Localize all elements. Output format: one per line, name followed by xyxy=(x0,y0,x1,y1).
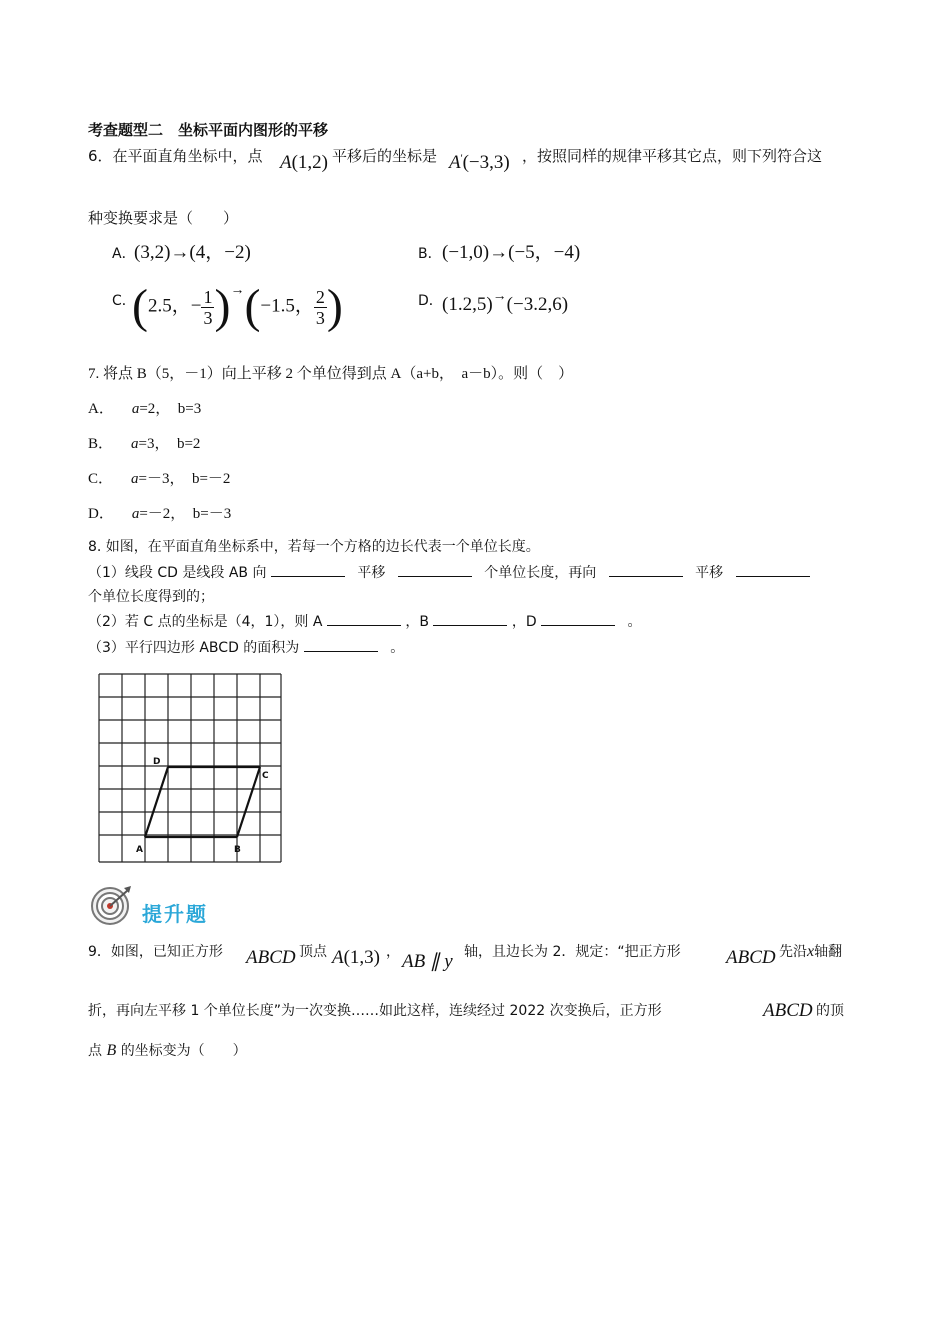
q6-number: 6． xyxy=(88,147,113,165)
q8-blank-b-coord[interactable] xyxy=(433,613,507,626)
q9-stem-part3: 轴，且边长为 2．规定：“把正方形 xyxy=(464,944,681,960)
q8-part1-cont: 个单位长度得到的； xyxy=(88,589,214,605)
label-a: A xyxy=(136,845,143,855)
q8-blank-area[interactable] xyxy=(304,639,378,652)
q9-stem-part2: 顶点 xyxy=(299,944,327,960)
q9-math-abcd-1: ABCD xyxy=(246,947,296,968)
q8-blank-direction-2[interactable] xyxy=(609,564,683,577)
boost-title: 提升题 xyxy=(142,902,208,926)
q6-option-a: (3,2)→(4，−2) xyxy=(134,242,251,263)
q8-blank-units-1[interactable] xyxy=(398,564,472,577)
q8-part2: （2）若 C 点的坐标是（4，1），则 A ，B ，D 。 xyxy=(88,614,642,630)
q7-stem: 7. 将点 B（5，－1）向上平移 2 个单位得到点 A（a+b， a－b）。则（ ） xyxy=(88,366,574,382)
label-d: D xyxy=(153,757,161,767)
q9-comma: ， xyxy=(386,944,400,960)
q6-option-b-label: B． xyxy=(418,246,442,262)
section-title: 考查题型二 坐标平面内图形的平移 xyxy=(88,121,329,139)
q8-grid-figure xyxy=(96,671,286,867)
parallelogram-abcd xyxy=(145,767,260,837)
q6-option-b: (−1,0)→(−5，−4) xyxy=(442,242,581,263)
q9-stem-part4: 先沿x轴翻 xyxy=(779,943,843,960)
q9-math-point-a: A(1,3) xyxy=(332,947,381,968)
q6-point-a-prime: A'(−3,3) xyxy=(449,152,510,173)
q6-option-c: (2.5，− $\frac{1}{3}$ )→(−1.5， $\frac{2}{3}$ ) xyxy=(132,280,343,333)
q9-math-parallel: AB ∥ y xyxy=(402,951,453,972)
q6-stem-part2: 平移后的坐标是 xyxy=(332,147,438,165)
q6-stem-line2: 种变换要求是（ ） xyxy=(88,209,239,227)
q6-stem-line1: 6．在平面直角坐标中，点 xyxy=(88,147,263,165)
q8-part1: （1）线段 CD 是线段 AB 向 平移 个单位长度，再向 平移 xyxy=(88,562,810,582)
q9-stem-part1: 9．如图，已知正方形 xyxy=(88,944,223,960)
target-icon xyxy=(90,884,134,928)
q6-option-c-label: C． xyxy=(112,293,136,309)
q8-blank-a-coord[interactable] xyxy=(327,613,401,626)
q7-option-c: C． a=－3， b=－2 xyxy=(88,471,231,487)
q6-stem-part3: ，按照同样的规律平移其它点，则下列符合这 xyxy=(522,147,823,165)
q9-stem-line3: 点 B 的坐标变为（ ） xyxy=(88,1042,247,1059)
q6-option-a-label: A． xyxy=(112,246,136,262)
q6-point-a: A(1,2) xyxy=(280,152,329,173)
q9-math-abcd-3: ABCD xyxy=(763,1000,813,1021)
q8-part3: （3）平行四边形 ABCD 的面积为 。 xyxy=(88,640,405,656)
q7-option-a: A． a=2， b=3 xyxy=(88,401,202,417)
q6-option-d-label: D． xyxy=(418,293,443,309)
q8-stem: 8. 如图，在平面直角坐标系中，若每一个方格的边长代表一个单位长度。 xyxy=(88,539,540,555)
label-c: C xyxy=(262,771,269,781)
q8-blank-direction-1[interactable] xyxy=(271,564,345,577)
q6-option-d: (1.2,5)→(−3.2,6) xyxy=(442,289,569,315)
q8-blank-units-2[interactable] xyxy=(736,564,810,577)
q9-math-abcd-2: ABCD xyxy=(726,947,776,968)
q7-option-b: B． a=3， b=2 xyxy=(88,436,201,452)
q9-stem-line2-end: 的顶 xyxy=(816,1003,844,1019)
q9-stem-line2: 折，再向左平移 1 个单位长度”为一次变换……如此这样，连续经过 2022 次变换后，正方形 xyxy=(88,1003,662,1019)
q8-blank-d-coord[interactable] xyxy=(541,613,615,626)
q7-option-d: D． a=－2， b=－3 xyxy=(88,506,232,522)
label-b: B xyxy=(234,845,241,855)
